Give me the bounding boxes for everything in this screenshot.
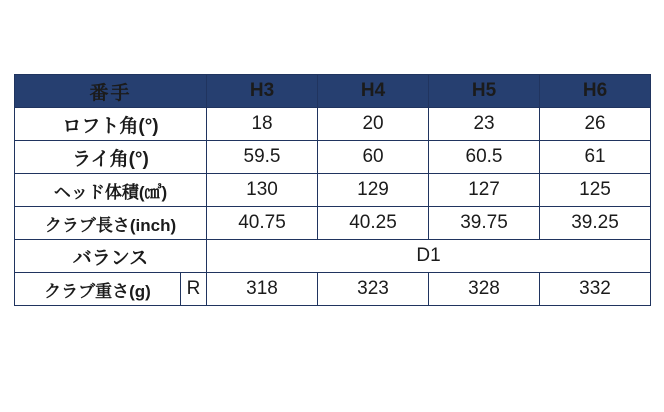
cell-loft-h5: 23 <box>429 108 540 141</box>
cell-club-length-h6: 39.25 <box>540 207 651 240</box>
header-cell-h5: H5 <box>429 75 540 108</box>
cell-loft-h3: 18 <box>207 108 318 141</box>
header-row <box>15 75 651 108</box>
row-label-loft: ロフト角(°) <box>15 108 207 141</box>
row-label-head-volume: ヘッド体積(㎤) <box>15 174 207 207</box>
cell-club-length-h3: 40.75 <box>207 207 318 240</box>
row-label-lie: ライ角(°) <box>15 141 207 174</box>
cell-club-weight-h3: 318 <box>207 273 318 306</box>
table-row <box>15 240 651 273</box>
row-sublabel-flex-r: R <box>181 273 207 306</box>
cell-lie-h6: 61 <box>540 141 651 174</box>
cell-head-volume-h4: 129 <box>318 174 429 207</box>
cell-club-length-h4: 40.25 <box>318 207 429 240</box>
table-header <box>15 75 651 108</box>
table-row <box>15 273 651 306</box>
header-cell-h3: H3 <box>207 75 318 108</box>
header-cell-h6: H6 <box>540 75 651 108</box>
cell-lie-h3: 59.5 <box>207 141 318 174</box>
table-body <box>15 108 651 306</box>
cell-club-weight-h6: 332 <box>540 273 651 306</box>
cell-club-weight-h5: 328 <box>429 273 540 306</box>
cell-lie-h4: 60 <box>318 141 429 174</box>
table-row <box>15 207 651 240</box>
club-spec-table <box>14 74 651 306</box>
cell-club-weight-h4: 323 <box>318 273 429 306</box>
spec-table-container <box>14 74 650 306</box>
header-cell-label: 番手 <box>15 75 207 108</box>
cell-head-volume-h5: 127 <box>429 174 540 207</box>
cell-loft-h4: 20 <box>318 108 429 141</box>
row-label-balance: バランス <box>15 240 207 273</box>
row-label-club-weight: クラブ重さ(g) <box>15 273 181 306</box>
cell-lie-h5: 60.5 <box>429 141 540 174</box>
cell-loft-h6: 26 <box>540 108 651 141</box>
cell-head-volume-h6: 125 <box>540 174 651 207</box>
cell-head-volume-h3: 130 <box>207 174 318 207</box>
header-cell-h4: H4 <box>318 75 429 108</box>
table-row <box>15 141 651 174</box>
cell-club-length-h5: 39.75 <box>429 207 540 240</box>
cell-balance-all: D1 <box>207 240 651 273</box>
row-label-club-length: クラブ長さ(inch) <box>15 207 207 240</box>
table-row <box>15 174 651 207</box>
table-row <box>15 108 651 141</box>
